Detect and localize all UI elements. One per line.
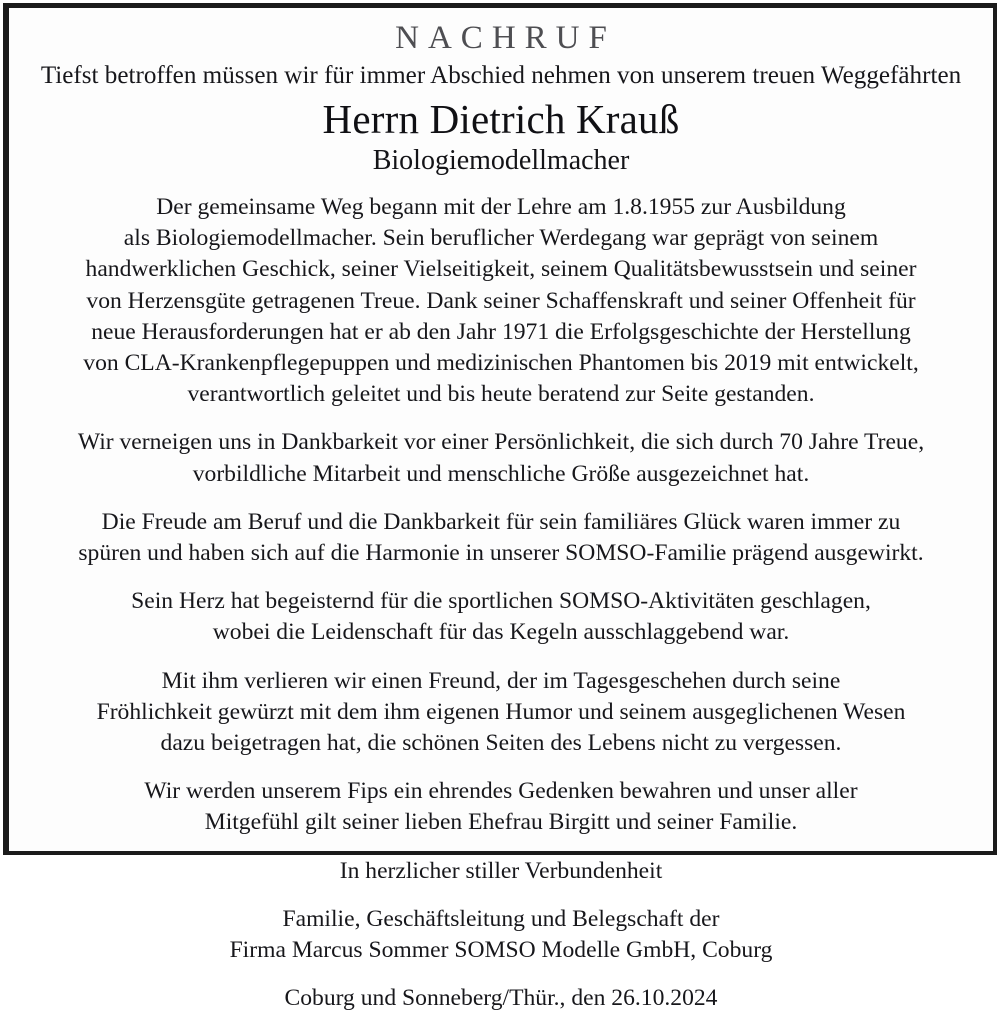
paragraph-line: Mitgefühl gilt seiner lieben Ehefrau Birgitt und seiner Familie.: [204, 809, 798, 836]
paragraph-line: neue Herausforderungen hat er ab den Jahr 1971 die Erfolgsgeschichte der Herstellung: [91, 318, 911, 345]
paragraph-line: Fröhlichkeit gewürzt mit dem ihm eigenen Humor und seinem ausgeglichenen Wesen: [96, 698, 906, 725]
page-title: NACHRUF: [395, 20, 616, 56]
paragraph-line: vorbildliche Mitarbeit und menschliche Größe ausgezeichnet hat.: [192, 460, 810, 487]
dateline-text: Coburg und Sonneberg/Thür., den 26.10.2024: [284, 985, 718, 1012]
signature-block: [27, 904, 975, 966]
paragraph-friendship: [27, 666, 975, 760]
paragraph-line: Der gemeinsame Weg begann mit der Lehre am 1.8.1955 zur Ausbildung: [156, 194, 846, 220]
notice-content: [9, 8, 993, 1012]
closing-line: In herzlicher stiller Verbundenheit: [339, 857, 663, 884]
paragraph-line: Die Freude am Beruf und die Dankbarkeit für sein familiäres Glück waren immer zu: [101, 508, 901, 535]
paragraph-line: Sein Herz hat begeisternd für die sportlichen SOMSO-Aktivitäten geschlagen,: [131, 588, 871, 615]
signature-line: Familie, Geschäftsleitung und Belegschaft der: [282, 905, 720, 932]
paragraph-sports: [27, 586, 975, 648]
paragraph-tribute: [27, 427, 975, 489]
closing-statement: [27, 856, 975, 887]
paragraph-career: [27, 192, 975, 410]
paragraph-line: von Herzensgüte getragenen Treue. Dank seiner Schaffenskraft und seiner Offenheit für: [86, 287, 916, 314]
obituary-body: [27, 192, 975, 1014]
paragraph-remembrance: [27, 776, 975, 838]
paragraph-line: verantwortlich geleitet und bis heute beratend zur Seite gestanden.: [187, 381, 815, 408]
deceased-role: Biologiemodellmacher: [372, 145, 630, 176]
paragraph-line: Mit ihm verlieren wir einen Freund, der im Tagesgeschehen durch seine: [161, 667, 841, 694]
lead-line: Tiefst betroffen müssen wir für immer Abschied nehmen von unserem treuen Weggefährten: [40, 60, 962, 89]
paragraph-line: wobei die Leidenschaft für das Kegeln ausschlaggebend war.: [212, 619, 790, 646]
paragraph-line: Wir werden unserem Fips ein ehrendes Gedenken bewahren und unser aller: [144, 778, 858, 805]
paragraph-line: Wir verneigen uns in Dankbarkeit vor einer Persönlichkeit, die sich durch 70 Jahre Treue,: [77, 429, 925, 456]
deceased-name: Herrn Dietrich Krauß: [322, 96, 680, 142]
dateline: [27, 983, 975, 1014]
paragraph-line: handwerklichen Geschick, seiner Vielseitigkeit, seinem Qualitätsbewusstsein und seiner: [85, 256, 917, 283]
paragraph-line: als Biologiemodellmacher. Sein beruflicher Werdegang war geprägt von seinem: [123, 225, 879, 252]
paragraph-line: spüren und haben sich auf die Harmonie in unserer SOMSO-Familie prägend ausgewirkt.: [78, 540, 924, 567]
notice-frame-border: [3, 3, 997, 1012]
paragraph-family-joy: [27, 507, 975, 569]
paragraph-line: dazu beigetragen hat, die schönen Seiten des Lebens nicht zu vergessen.: [160, 730, 842, 757]
paragraph-line: von CLA-Krankenpflegepuppen und medizinischen Phantomen bis 2019 mit entwickelt,: [83, 350, 919, 377]
signature-line: Firma Marcus Sommer SOMSO Modelle GmbH, Coburg: [229, 937, 773, 964]
